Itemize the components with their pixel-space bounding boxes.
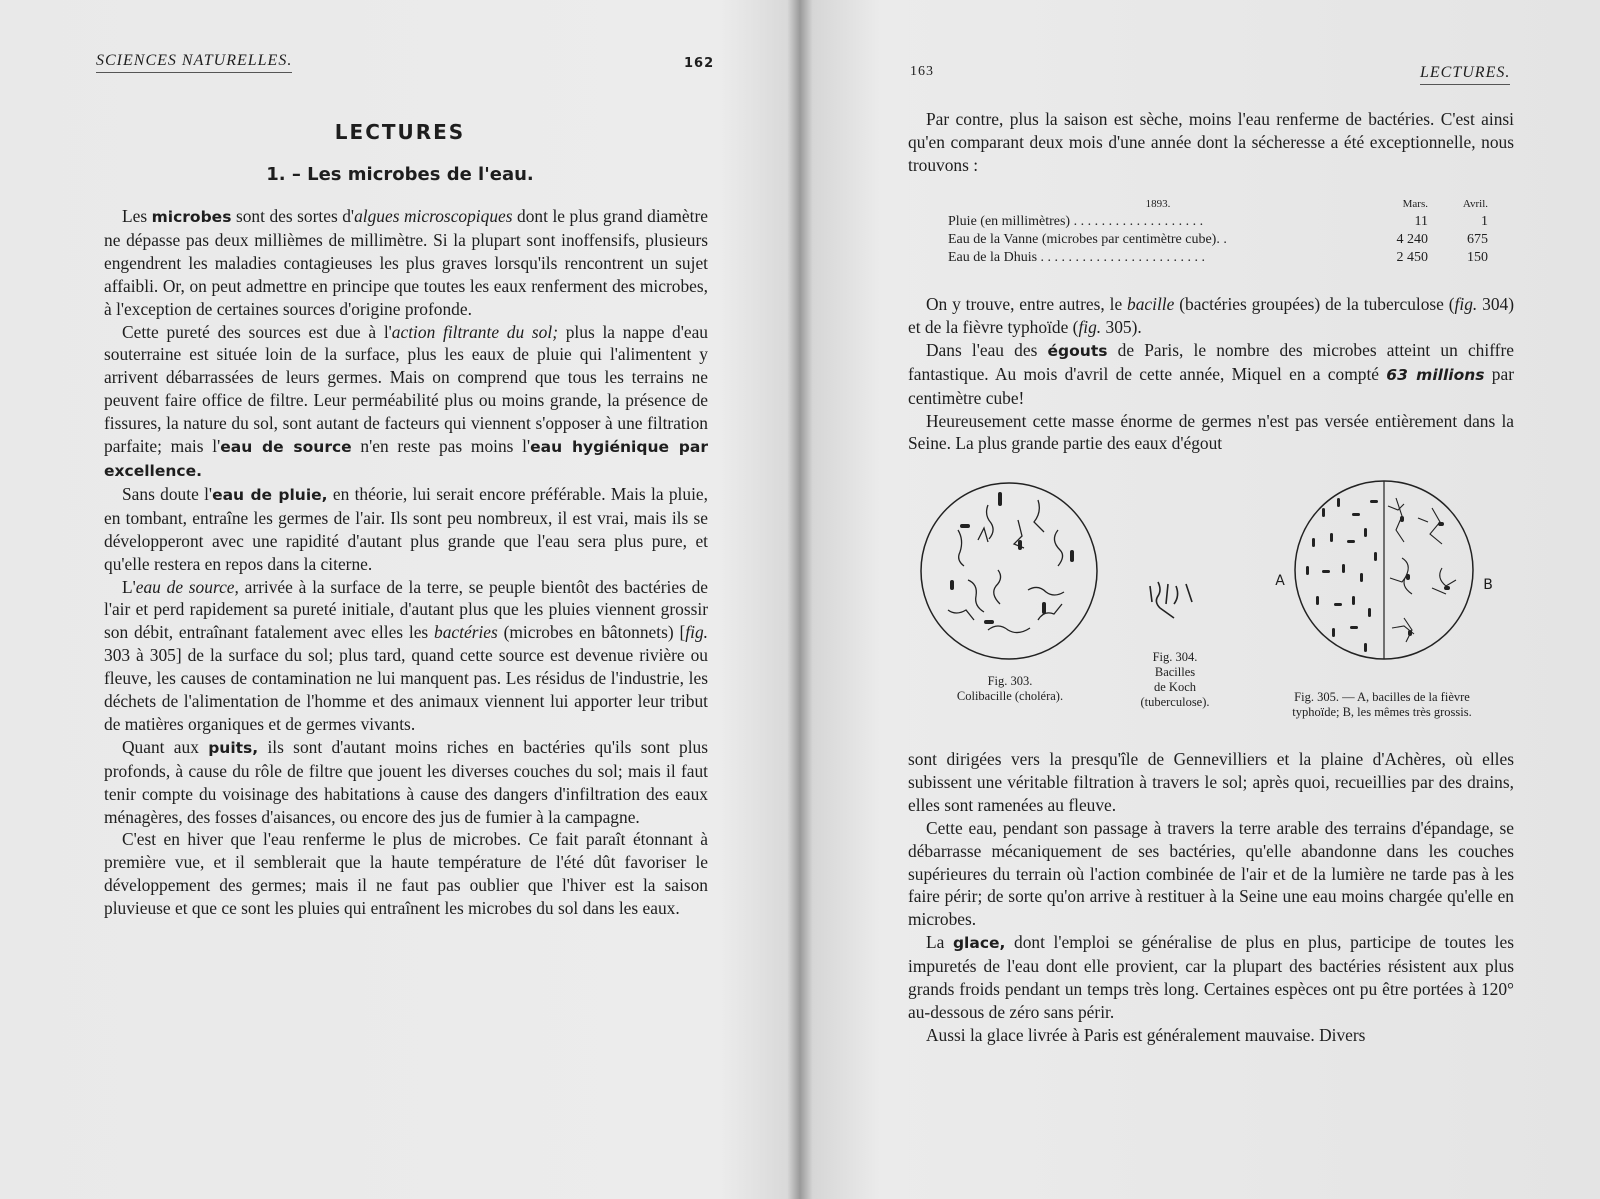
text-run: L' <box>122 576 136 597</box>
paragraph <box>104 828 708 920</box>
paragraph <box>104 321 708 483</box>
emphasis-run: algues microscopiques <box>354 206 513 226</box>
table-row <box>948 231 1488 249</box>
row-value: 150 <box>1467 250 1488 265</box>
text-run: Quant aux <box>122 736 209 757</box>
running-title: SCIENCES NATURELLES. <box>96 52 292 73</box>
running-title: LECTURES. <box>1420 64 1510 85</box>
text-run: Par contre, plus la saison est sèche, moins l'eau renferme de bactéries. C'est ainsi qu'en comparant deux mois d'une année dont la sécheresse a été exceptionnelle, nous trouvons : <box>908 109 1514 175</box>
row-label: Pluie (en millimètres) . . . . . . . . . . . . . . . . . . . <box>948 214 1204 229</box>
table-col-avril: Avril. <box>1462 198 1488 210</box>
paragraph <box>908 410 1514 456</box>
caption-line: Fig. 305. — A, bacilles de la fièvre <box>1294 690 1470 704</box>
row-value: 2 450 <box>1396 250 1428 265</box>
text-run: (bactéries groupées) de la tuberculose ( <box>1174 294 1455 314</box>
text-run: Cette eau, pendant son passage à travers la terre arable des terrains d'épandage, se débarrasse mécaniquement de ses bactéries, qu'elle abandonne dans les couches supérieures du terrain où l'action combinée de l'air et de la lumière ne tarde pas à les faire périr; de sorte qu'on arrive à restituer à la Seine une eau moins chargée qu'elle en microbes. <box>908 817 1514 930</box>
text-run: ils sont d'autant moins riches en bactéries qu'ils sont plus profonds, à cause du rôle de filtre que jouent les diverses couches du sol; mais il faut tenir compte du voisinage des habitations à cause des dangers d'infiltration des eaux ménagères, des fosses d'aisances, ou encore des jus de fumier à la campagne. <box>104 736 708 827</box>
text-run: Sans doute l' <box>122 483 213 504</box>
figure-label-b: B <box>1483 577 1493 593</box>
table-year: 1893. <box>1145 198 1171 210</box>
intro-paragraph <box>908 108 1514 177</box>
paragraph <box>104 205 708 321</box>
text-run: C'est en hiver que l'eau renferme le plus de microbes. Ce fait paraît étonnant à première vue, et il semblerait que la haute température de l'été dût favoriser le développement des germes; mais il ne faut pas oublier que l'hiver est la saison pluvieuse et que ce sont les pluies qui entraînent les microbes du sol dans les eaux. <box>104 829 708 919</box>
figure-303-caption <box>910 674 1110 704</box>
caption-line: (tuberculose). <box>1140 695 1210 709</box>
paragraph <box>908 1024 1514 1047</box>
row-value: 675 <box>1467 232 1488 247</box>
right-page <box>800 0 1600 1199</box>
figure-305-typhoid-bacilli <box>1292 478 1476 662</box>
paragraph <box>908 108 1514 177</box>
text-run: sont des sortes d' <box>231 206 355 226</box>
emphasis-run: bactéries <box>434 622 498 643</box>
row-value: 11 <box>1414 214 1428 229</box>
emphasis-run: action filtrante du sol; <box>391 321 558 342</box>
text-run: Aussi la glace livrée à Paris est généralement mauvaise. Divers <box>926 1024 1366 1045</box>
text-run: Cette pureté des sources est due à l' <box>122 321 392 342</box>
paragraph <box>104 483 708 576</box>
left-body-text <box>104 205 708 920</box>
figure-label-a: A <box>1275 573 1285 589</box>
paragraph <box>908 293 1514 339</box>
text-run: sont dirigées vers la presqu'île de Gennevilliers et la plaine d'Achères, où elles subissent une véritable filtration à travers le sol; après quoi, recueillies par des drains, elles sont ramenées au fleuve. <box>908 749 1514 815</box>
caption-line: typhoïde; B, les mêmes très grossis. <box>1292 705 1472 719</box>
emphasis-run: 63 millions <box>1386 365 1485 384</box>
page-number: 163 <box>910 64 934 79</box>
text-run: 303 à 305] de la surface du sol; plus tard, quand cette source est devenue rivière ou fleuve, les causes de contamination ne lui manquent pas. Les résidus de l'industrie, les déchets de l'alimentation de l'homme et des animaux viennent lui apporter leur tribut de matières organiques et de germes vivants. <box>104 645 708 734</box>
middle-paragraphs <box>908 293 1514 455</box>
text-run: plus la nappe d'eau souterraine est située loin de la surface, plus les eaux de pluie qui l'alimentent y arrivent débarrassées de leurs germes. Mais on comprend que tous les terrains ne peuvent faire office de filtre. Leur perméabilité plus ou moins grande, la présence de fissures, la nature du sol, sont autant de facteurs qui viennent s'opposer à une filtration parfaite; mais l' <box>104 321 708 457</box>
section-heading: LECTURES <box>334 120 466 144</box>
caption-line: de Koch <box>1154 680 1196 694</box>
text-run: arrivée à la surface de la terre, se peuple bientôt des bactéries de l'air et perd rapidement sa pureté initiale, d'autant plus que les pluies viennent grossir son débit, entraînant fatalement avec elles les <box>104 576 708 643</box>
text-run: La <box>926 932 953 953</box>
text-run: Dans l'eau des <box>926 339 1048 360</box>
paragraph <box>908 339 1514 410</box>
bacteria-table <box>948 195 1488 267</box>
emphasis-run: fig. <box>1078 316 1102 337</box>
caption-line: Colibacille (choléra). <box>956 689 1064 703</box>
caption-line: Bacilles <box>1154 665 1196 679</box>
row-label: Eau de la Vanne (microbes par centimètre cube). . <box>948 232 1227 247</box>
paragraph <box>104 576 708 736</box>
section-subheading: 1. – Les microbes de l'eau. <box>266 164 534 185</box>
end-paragraphs <box>908 748 1514 1047</box>
row-value: 1 <box>1481 214 1488 229</box>
text-run: Les <box>122 206 152 226</box>
caption-line: Fig. 304. <box>1152 650 1198 664</box>
emphasis-run: microbes <box>151 208 232 226</box>
caption-line: Fig. 303. <box>987 674 1033 688</box>
text-run: dont le plus grand diamètre ne dépasse pas deux millièmes de millimètre. Si la plupart sont inoffensifs, plusieurs engendrent les maladies contagieuses les plus graves lorsqu'ils rencontrent un sujet affaibli. Or, on peut admettre en principe que toutes les eaux renferment des microbes, à l'exception de certaines sources d'origine profonde. <box>104 206 708 319</box>
text-run: en théorie, lui serait encore préférable. Mais la pluie, en tombant, entraîne les germes de l'air. Ils sont peu nombreux, il est vrai, mais ils se développeront avec une rapidité d'autant plus grande que l'eau sera plus pure, et qu'elle restera en repos dans la citerne. <box>104 483 708 574</box>
text-run: On y trouve, entre autres, le <box>926 294 1128 314</box>
table-row <box>948 213 1488 231</box>
row-label: Eau de la Dhuis . . . . . . . . . . . . . . . . . . . . . . . . <box>948 250 1206 265</box>
text-run: dont l'emploi se généralise de plus en plus, participe de toutes les impuretés de l'eau dont elle provient, car la plupart des bactéries résistent aux plus grands froids pendant un temps très long. Certaines espèces ont pu être portées à 120° au-dessous de zéro sans périr. <box>908 932 1514 1022</box>
table-row <box>948 249 1488 267</box>
text-run: par centimètre cube! <box>908 363 1514 408</box>
emphasis-run: puits, <box>208 738 259 757</box>
page-number: 162 <box>684 56 715 71</box>
emphasis-run: fig. <box>685 622 708 643</box>
text-run: 304) et de la fièvre typhoïde ( <box>908 294 1514 337</box>
paragraph <box>908 931 1514 1024</box>
text-run: 305). <box>1101 316 1142 337</box>
emphasis-run: bacille <box>1127 294 1175 314</box>
emphasis-run: égouts <box>1047 341 1108 360</box>
row-value: 4 240 <box>1396 232 1428 247</box>
emphasis-run: eau de source, <box>135 576 239 597</box>
text-run: Heureusement cette masse énorme de germes n'est pas versée entièrement dans la Seine. La plus grande partie des eaux d'égout <box>908 410 1514 454</box>
emphasis-run: fig. <box>1454 294 1478 314</box>
figure-304-caption <box>1110 650 1240 710</box>
text-run: (microbes en bâtonnets) [ <box>497 622 686 643</box>
paragraph <box>908 748 1514 817</box>
emphasis-run: eau hygiénique par excellence. <box>104 438 708 480</box>
text-run: de Paris, le nombre des microbes atteint un chiffre fantastique. Au mois d'avril de cette année, Miquel en a compté <box>908 339 1514 384</box>
text-run: n'en reste pas moins l' <box>351 436 531 457</box>
paragraph <box>104 736 708 829</box>
table-col-mars: Mars. <box>1402 198 1428 210</box>
figure-305-caption <box>1232 690 1532 720</box>
figure-304-koch-bacilli <box>1146 580 1206 620</box>
emphasis-run: glace, <box>952 934 1006 953</box>
emphasis-run: eau de pluie, <box>212 485 328 504</box>
figure-303-colibacille <box>918 480 1100 662</box>
emphasis-run: eau de source <box>220 438 352 457</box>
paragraph <box>908 817 1514 932</box>
